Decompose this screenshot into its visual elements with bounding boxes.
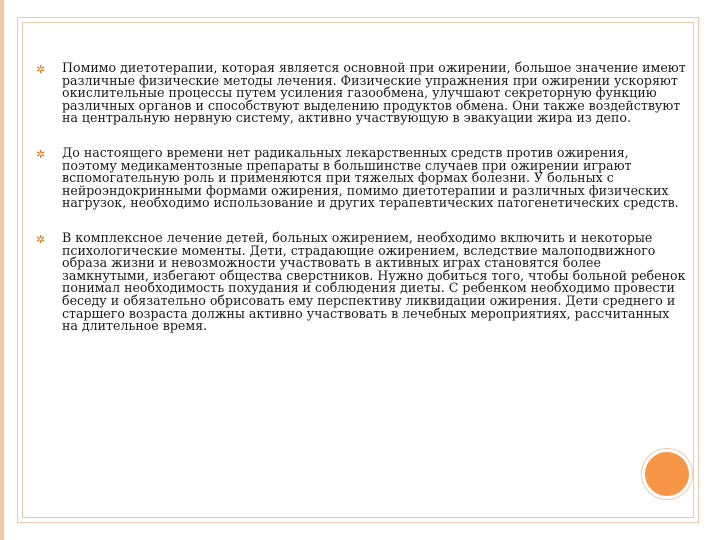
flower-bullet-icon: ✲ (36, 232, 46, 246)
orange-circle-decoration (642, 449, 692, 499)
bullet-item-psychology (36, 229, 686, 334)
bullet-text: До настоящего времени нет радикальных лекарственных средств против ожирения, поэтому медикаментозные препараты в большинстве случаев при ожирении играют вспомогательную роль и применяются при тяжелых формах болезни. У больных с нейроэндокринными формами ожирения, помимо диетотерапии и различных физических нагрузок, необходимо использование и других терапевтических патогенетических средств. (62, 144, 679, 211)
bullet-item-medications (36, 144, 686, 211)
flower-bullet-icon: ✲ (36, 63, 46, 76)
bullet-text: В комплексное лечение детей, больных ожирением, необходимо включить и некоторые психологические моменты. Дети, страдающие ожирением, вследствие малоподвижного образа жизни и невозможности участвовать в активных играх становятся более замкнутыми, избегают общества сверстников. Нужно добиться того, чтобы больной ребенок понимал необходимость похудания и соблюдения диеты. С ребенком необходимо провести беседу и обязательно обрисовать ему перспективу ликвидации ожирения. Дети среднего и старшего возраста должны активно участвовать в лечебных мероприятиях, рассчитанных на длительное время. (62, 229, 686, 334)
flower-bullet-icon: ✲ (36, 147, 46, 161)
left-edge-decoration (0, 0, 4, 540)
bullet-text: Помимо диетотерапии, которая является основной при ожирении, большое значение имеют различные физические методы лечения. Физические упражнения при ожирении ускоряют окислительные процессы путем усиления газообмена, улучшают секреторную функцию различных органов и способствуют выделению продуктов обмена. Они также воздействуют на центральную нервную систему, активно участвующую в эвакуации жира из депо. (62, 60, 686, 126)
bullet-item-physical-methods (36, 62, 686, 125)
slide-content (36, 62, 686, 355)
